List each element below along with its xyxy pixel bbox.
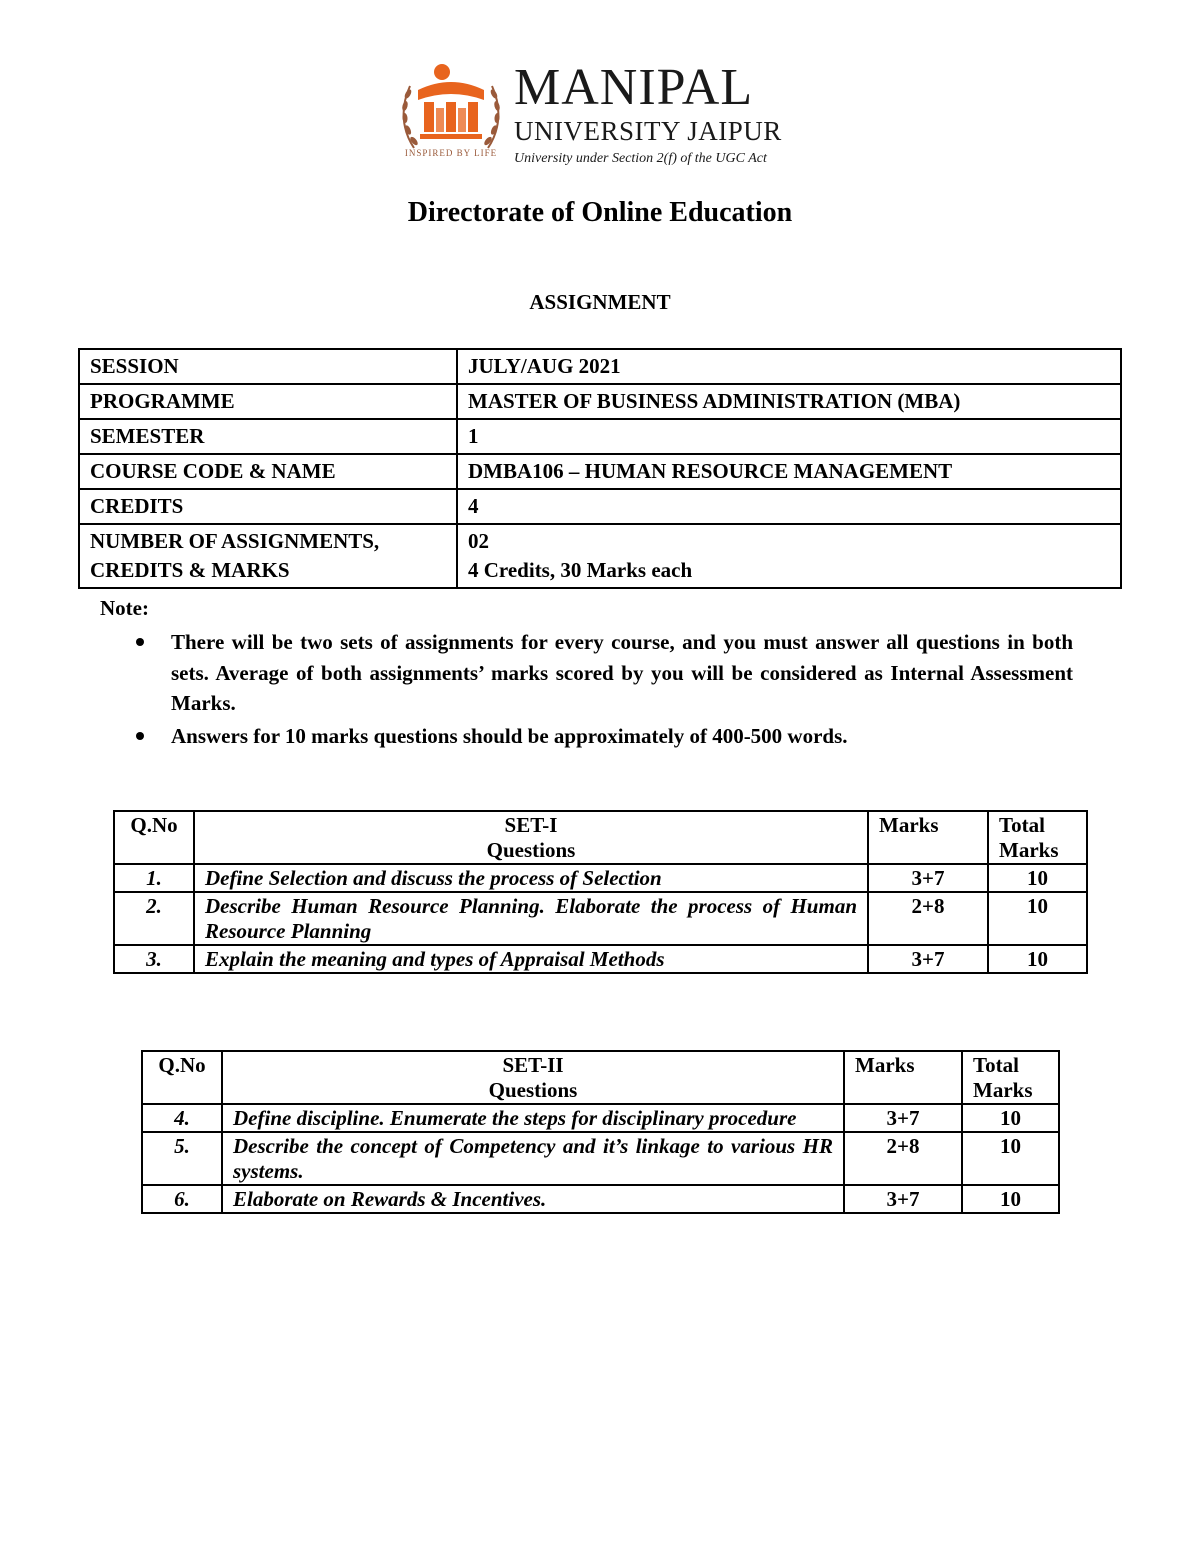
table-row (142, 1185, 1059, 1213)
table-row (114, 864, 1087, 892)
set-header (222, 1051, 844, 1104)
bullet-icon (136, 638, 144, 646)
logo-subtitle: UNIVERSITY JAIPUR (514, 116, 782, 146)
total-marks-header (962, 1051, 1059, 1104)
course-info-table (78, 348, 1122, 589)
logo-tagline: University under Section 2(f) of the UGC Act (514, 151, 767, 166)
marks-header: Marks (844, 1051, 962, 1104)
question-marks: 3+7 (844, 1185, 962, 1213)
info-row-semester (79, 419, 1121, 454)
note-text: Answers for 10 marks questions should be approximately of 400-500 words. (171, 723, 848, 748)
question-total: 10 (988, 864, 1087, 892)
table-row (114, 945, 1087, 973)
question-text: Define discipline. Enumerate the steps for disciplinary procedure (222, 1104, 844, 1132)
table-row (142, 1104, 1059, 1132)
question-total: 10 (988, 892, 1087, 945)
question-text: Elaborate on Rewards & Incentives. (222, 1185, 844, 1213)
question-total: 10 (962, 1185, 1059, 1213)
info-label: CREDITS (79, 489, 457, 524)
info-label: COURSE CODE & NAME (79, 454, 457, 489)
info-label (79, 524, 457, 588)
info-value: MASTER OF BUSINESS ADMINISTRATION (MBA) (457, 384, 1121, 419)
set-1-table (113, 810, 1088, 974)
question-number: 6. (142, 1185, 222, 1213)
note-item (130, 721, 1073, 752)
question-marks: 3+7 (844, 1104, 962, 1132)
note-list (130, 627, 1073, 753)
assignment-heading: ASSIGNMENT (529, 290, 671, 314)
note-title: Note: (100, 596, 149, 620)
question-text: Explain the meaning and types of Appraisal Methods (194, 945, 868, 973)
questions-header: Questions (488, 1078, 578, 1102)
question-total: 10 (962, 1104, 1059, 1132)
question-number: 1. (114, 864, 194, 892)
total-header-line: Total (999, 813, 1045, 837)
total-header-line: Marks (999, 838, 1059, 862)
total-header-line: Total (973, 1053, 1019, 1077)
question-text: Describe Human Resource Planning. Elaborate the process of Human Resource Planning (194, 892, 868, 945)
info-row-credits (79, 489, 1121, 524)
logo-motto: INSPIRED BY LIFE (404, 148, 498, 158)
question-number: 2. (114, 892, 194, 945)
info-value: DMBA106 – HUMAN RESOURCE MANAGEMENT (457, 454, 1121, 489)
info-label: SEMESTER (79, 419, 457, 454)
qno-header: Q.No (142, 1051, 222, 1104)
question-text: Define Selection and discuss the process of Selection (194, 864, 868, 892)
directorate-heading: Directorate of Online Education (407, 197, 793, 228)
university-logo (396, 60, 816, 175)
total-marks-header (988, 811, 1087, 864)
set-title: SET-II (502, 1053, 564, 1077)
question-marks: 3+7 (868, 864, 988, 892)
qno-header: Q.No (114, 811, 194, 864)
info-value-line: 02 (468, 529, 489, 553)
question-total: 10 (988, 945, 1087, 973)
set-title: SET-I (504, 813, 558, 837)
info-row-course (79, 454, 1121, 489)
total-header-line: Marks (973, 1078, 1033, 1102)
info-value-line: 4 Credits, 30 Marks each (468, 558, 693, 582)
question-total: 10 (962, 1132, 1059, 1185)
info-value: JULY/AUG 2021 (457, 349, 1121, 384)
question-marks: 3+7 (868, 945, 988, 973)
question-number: 4. (142, 1104, 222, 1132)
table-row (114, 892, 1087, 945)
marks-header: Marks (868, 811, 988, 864)
table-row (142, 1132, 1059, 1185)
question-number: 5. (142, 1132, 222, 1185)
info-row-assignments (79, 524, 1121, 588)
table-header-row (114, 811, 1087, 864)
info-row-programme (79, 384, 1121, 419)
question-marks: 2+8 (844, 1132, 962, 1185)
logo-name: MANIPAL (514, 59, 754, 116)
note-item (130, 627, 1073, 719)
info-value: 1 (457, 419, 1121, 454)
bullet-icon (136, 732, 144, 740)
question-text: Describe the concept of Competency and it’s linkage to various HR systems. (222, 1132, 844, 1185)
info-row-session (79, 349, 1121, 384)
note-text: There will be two sets of assignments for every course, and you must answer all questions in both sets. Average of both assignments’ marks scored by you will be considered as Internal Assessment Marks. (171, 630, 1073, 715)
question-number: 3. (114, 945, 194, 973)
set-header (194, 811, 868, 864)
info-label: PROGRAMME (79, 384, 457, 419)
info-label: SESSION (79, 349, 457, 384)
info-value: 4 (457, 489, 1121, 524)
questions-header: Questions (486, 838, 576, 862)
set-2-table (141, 1050, 1060, 1214)
table-header-row (142, 1051, 1059, 1104)
info-label-line: CREDITS & MARKS (90, 558, 290, 582)
question-marks: 2+8 (868, 892, 988, 945)
info-label-line: NUMBER OF ASSIGNMENTS, (90, 529, 380, 553)
info-value (457, 524, 1121, 588)
